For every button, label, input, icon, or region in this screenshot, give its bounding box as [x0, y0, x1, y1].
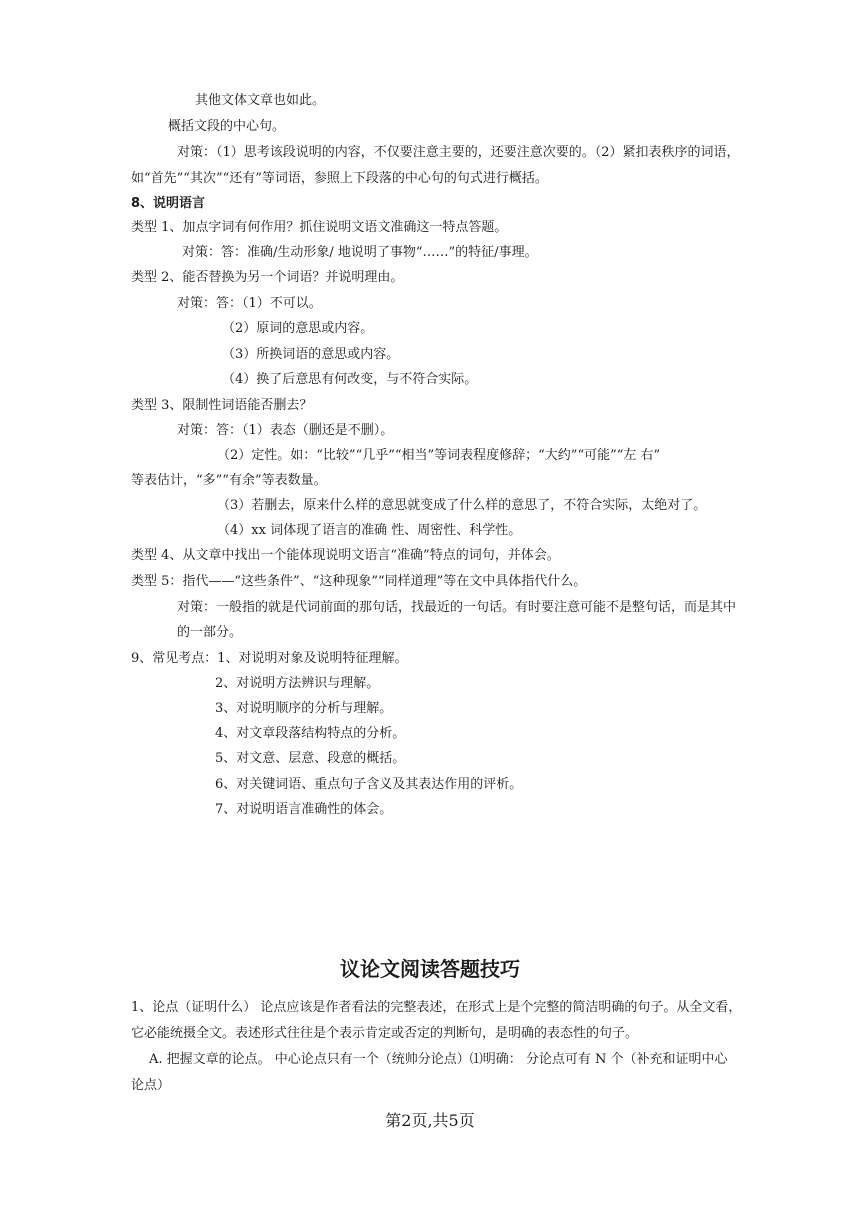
text-line: 2、对说明方法辨识与理解。: [215, 676, 380, 691]
text-line: 类型 4、从文章中找出一个能体现说明文语言“准确”特点的词句，并体会。: [131, 548, 560, 563]
page-number: 第2页,共5页: [385, 1111, 475, 1130]
text-line: 5、对文意、层意、段意的概括。: [215, 751, 406, 766]
text-line: 对策：答：准确/生动形象/ 地说明了事物“……”的特征/事理。: [182, 245, 538, 260]
text-line: （2）定性。如：“比较”“几乎”“相当”等词表程度修辞；“大约”“可能”“左 右”: [217, 448, 661, 463]
text-line: 它必能统摄全文。表述形式往往是个表示肯定或否定的判断句，是明确的表态性的句子。: [131, 1026, 639, 1041]
text-line: 9、常见考点：1、对说明对象及说明特征理解。: [131, 651, 408, 666]
text-line: 对策：（1）思考该段说明的内容，不仅要注意主要的，还要注意次要的。（2）紧扣表秩序的词语，: [177, 145, 740, 160]
text-line: （4）换了后意思有何改变，与不符合实际。: [222, 372, 478, 387]
text-line: 如“首先”“其次”“还有”等词语，参照上下段落的中心句的句式进行概括。: [131, 171, 548, 186]
section-heading: 8、说明语言: [131, 196, 206, 211]
text-line: （3）若删去，原来什么样的意思就变成了什么样的意思了，不符合实际，太绝对了。: [217, 498, 707, 513]
text-line: A. 把握文章的论点。 中心论点只有一个（统帅分论点）⑴明确： 分论点可有 N 个（补充和证明中心: [149, 1052, 728, 1067]
text-line: 7、对说明语言准确性的体会。: [215, 802, 393, 817]
text-line: （2）原词的意思或内容。: [222, 321, 374, 336]
text-line: 对策：答：（1）不可以。: [177, 296, 322, 311]
text-line: 类型 1、加点字词有何作用？抓住说明文语文准确这一特点答题。: [131, 220, 508, 235]
text-line: 类型 3、限制性词语能否删去？: [131, 398, 313, 413]
text-line: 3、对说明顺序的分析与理解。: [215, 701, 393, 716]
text-line: 6、对关键词语、重点句子含义及其表达作用的评析。: [215, 777, 523, 792]
text-line: 论点）: [131, 1078, 171, 1093]
text-line: 类型 5：指代——“这些条件”、“这种现象”“同样道理”等在文中具体指代什么。: [131, 574, 587, 589]
text-line: 类型 2、能否替换为另一个词语？并说明理由。: [131, 270, 404, 285]
section-title: 议论文阅读答题技巧: [340, 957, 520, 981]
text-line: 1、论点（证明什么） 论点应该是作者看法的完整表述，在形式上是个完整的简洁明确的句子。从全文看，: [131, 1000, 742, 1015]
text-line: 对策：答：（1）表态（删还是不删）。: [177, 423, 394, 438]
text-line: （4）xx 词体现了语言的准确 性、周密性、科学性。: [217, 523, 522, 538]
text-line: 4、对文章段落结构特点的分析。: [215, 726, 406, 741]
text-line: 对策：一般指的就是代词前面的那句话，找最近的一句话。有时要注意可能不是整句话，而是其中: [177, 600, 737, 615]
text-line: 其他文体文章也如此。: [195, 93, 326, 108]
text-line: 的一部分。: [177, 625, 243, 640]
text-line: 等表估计，“多”“有余”等表数量。: [131, 473, 327, 488]
text-line: 概括文段的中心句。: [168, 119, 286, 134]
text-line: （3）所换词语的意思或内容。: [222, 347, 400, 362]
